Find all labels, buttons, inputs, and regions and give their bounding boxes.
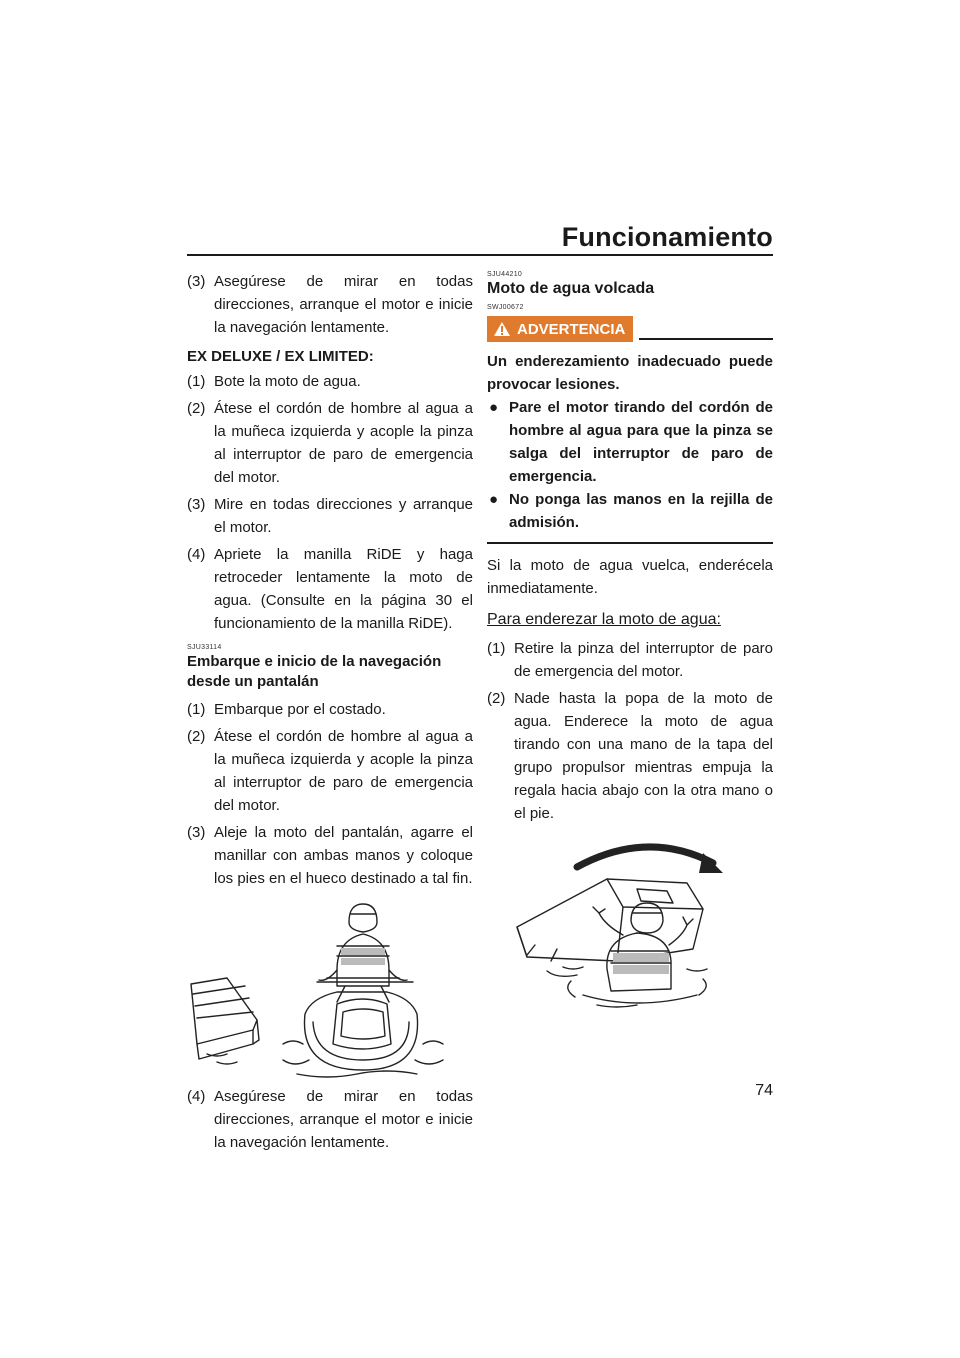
right-column — [487, 270, 773, 1009]
step-text: Átese el cordón de hombre al agua a la muñeca izquierda y acople la pinza al interruptor de paro de emergencia del motor. — [214, 400, 473, 486]
body-paragraph: Si la moto de agua vuelca, enderécela inmediatamente. — [487, 557, 773, 597]
bullet-icon: ● — [489, 399, 499, 416]
section-title: Embarque e inicio de la navegación desde un pantalán — [187, 653, 442, 690]
step-number: (4) — [187, 546, 206, 563]
warning-badge — [487, 316, 633, 342]
warning-bottom-rule — [487, 542, 773, 544]
step-number: (2) — [187, 728, 206, 745]
chapter-title: Funcionamiento — [561, 222, 773, 252]
step-text: Asegúrese de mirar en todas direcciones, arranque el motor e inicie la navegación lentamente. — [214, 1088, 473, 1151]
step-item — [487, 637, 773, 683]
section-title: Moto de agua volcada — [487, 280, 655, 297]
step-number: (1) — [187, 373, 206, 390]
step-text: Bote la moto de agua. — [214, 373, 361, 390]
step-item — [187, 725, 473, 817]
boarding-from-dock-illustration — [187, 894, 473, 1079]
step-number: (3) — [187, 496, 206, 513]
step-number: (2) — [487, 690, 506, 707]
step-text: Nade hasta la popa de la moto de agua. Enderece la moto de agua tirando con una mano de la tapa del grupo propulsor mientras empuja la regala hacia abajo con la otra mano o el pie. — [514, 690, 773, 822]
step-number: (4) — [187, 1088, 206, 1105]
pantalan-steps-list — [187, 698, 473, 890]
warning-top-rule — [639, 338, 773, 340]
step-text: Apriete la manilla RiDE y haga retroceder lentamente la moto de agua. (Consulte en la página 30 el funcionamiento de la manilla RiDE). — [214, 546, 473, 632]
step-text: Asegúrese de mirar en todas direcciones, arranque el motor e inicie la navegación lentamente. — [214, 273, 473, 336]
step-item — [187, 270, 473, 339]
step-number: (2) — [187, 400, 206, 417]
warning-text: Un enderezamiento inadecuado puede provocar lesiones. — [487, 353, 773, 393]
step-item — [187, 543, 473, 635]
page-number: 74 — [755, 1082, 773, 1099]
model-heading: EX DELUXE / EX LIMITED: — [187, 348, 374, 365]
step-item — [487, 687, 773, 825]
bullet-text: Pare el motor tirando del cordón de hombre al agua para que la pinza se salga del interruptor de paro de emergencia. — [509, 399, 773, 485]
step-item — [187, 397, 473, 489]
step-text: Retire la pinza del interruptor de paro de emergencia del motor. — [514, 640, 773, 680]
step-text: Mire en todas direcciones y arranque el motor. — [214, 496, 473, 536]
warning-bullet — [487, 396, 773, 488]
step-text: Embarque por el costado. — [214, 701, 386, 718]
step-number: (3) — [187, 824, 206, 841]
step-number: (1) — [187, 701, 206, 718]
left-column — [187, 270, 473, 1158]
step-text: Aleje la moto del pantalán, agarre el manillar con ambas manos y coloque los pies en el hueco destinado a tal fin. — [214, 824, 473, 887]
warning-triangle-icon — [493, 321, 511, 337]
bullet-text: No ponga las manos en la rejilla de admisión. — [509, 491, 773, 531]
righting-capsized-watercraft-illustration — [487, 829, 773, 1009]
step-item — [187, 493, 473, 539]
step-number: (1) — [487, 640, 506, 657]
deluxe-steps-list — [187, 370, 473, 635]
warning-label: ADVERTENCIA — [517, 320, 626, 338]
step-item — [187, 1085, 473, 1154]
section-code: SJU33114 — [187, 644, 222, 651]
step-item — [187, 698, 473, 721]
warning-header — [487, 316, 773, 342]
bullet-icon: ● — [489, 491, 499, 508]
warning-code: SWJ00672 — [487, 304, 524, 311]
step-number: (3) — [187, 273, 206, 290]
procedure-heading: Para enderezar la moto de agua: — [487, 611, 721, 628]
step-item — [187, 370, 473, 393]
warning-bullet — [487, 488, 773, 534]
step-item — [187, 821, 473, 890]
step-text: Átese el cordón de hombre al agua a la muñeca izquierda y acople la pinza al interruptor de paro de emergencia del motor. — [214, 728, 473, 814]
header-divider — [187, 254, 773, 256]
section-code: SJU44210 — [487, 271, 523, 278]
